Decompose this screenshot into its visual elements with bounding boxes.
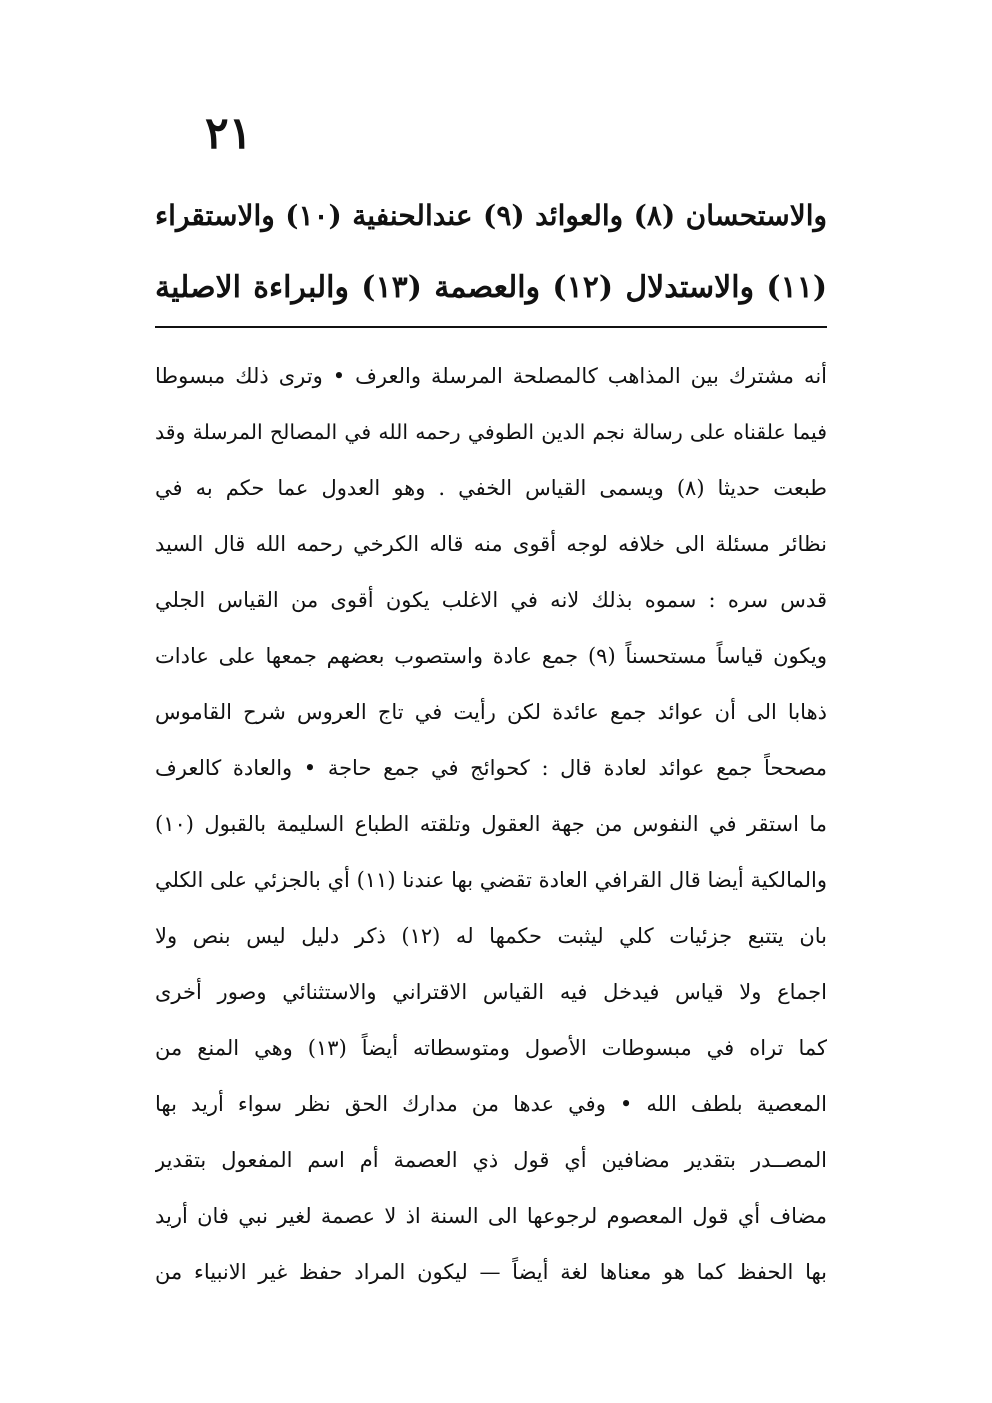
- footnote-line: مضاف أي قول المعصوم لرجوعها الى السنة اذ لا عصمة لغير نبي فان أريد: [155, 1204, 827, 1228]
- footnote-line: بان يتتبع جزئيات كلي ليثبت حكمها له (١٢) ذكر دليل ليس بنص ولا: [155, 924, 827, 948]
- footnote-line: بها الحفظ كما هو معناها لغة أيضاً — ليكون المراد حفظ غير الانبياء من: [155, 1260, 827, 1284]
- footnotes: [155, 348, 827, 1300]
- main-text-line: والاستحسان (٨) والعوائد (٩) عندالحنفية (١٠) والاستقراء: [155, 199, 827, 232]
- footnote-line: والمالكية أيضا قال القرافي العادة تقضي بها عندنا (١١) أي بالجزئي على الكلي: [155, 868, 827, 892]
- footnote-line: قدس سره : سموه بذلك لانه في الاغلب يكون أقوى من القياس الجلي: [155, 588, 827, 612]
- footnote-line: المصــدر بتقدير مضافين أي قول ذي العصمة أم اسم المفعول بتقدير: [155, 1148, 827, 1172]
- footnote-line: فيما علقناه على رسالة نجم الدين الطوفي رحمه الله في المصالح المرسلة وقد: [155, 420, 827, 444]
- main-text: [155, 180, 827, 324]
- footnote-line: كما تراه في مبسوطات الأصول ومتوسطاته أيضاً (١٣) وهي المنع من: [155, 1036, 827, 1060]
- main-text-line: (١١) والاستدلال (١٢) والعصمة (١٣) والبراءة الاصلية: [155, 270, 827, 305]
- footnote-separator: [155, 326, 827, 328]
- footnote-line: ويكون قياساً مستحسناً (٩) جمع عادة واستصوب بعضهم جمعها على عادات: [155, 644, 827, 668]
- footnote-line: ذهابا الى أن عوائد جمع عائدة لكن رأيت في تاج العروس شرح القاموس: [155, 700, 827, 724]
- footnote-line: طبعت حديثا (٨) ويسمى القياس الخفي . وهو العدول عما حكم به في: [155, 476, 827, 500]
- page-number: ٢١: [205, 108, 253, 159]
- footnote-line: أنه مشترك بين المذاهب كالمصلحة المرسلة والعرف • وترى ذلك مبسوطا: [155, 364, 827, 388]
- footnote-line: ما استقر في النفوس من جهة العقول وتلقته الطباع السليمة بالقبول (١٠): [155, 812, 827, 836]
- footnote-line: مصححاً جمع عوائد لعادة قال : كحوائج في جمع حاجة • والعادة كالعرف: [155, 756, 827, 780]
- footnote-line: اجماع ولا قياس فيدخل فيه القياس الاقتراني والاستثنائي وصور أخرى: [155, 980, 827, 1004]
- footnote-line: المعصية بلطف الله • وفي عدها من مدارك الحق نظر سواء أريد بها: [155, 1092, 827, 1116]
- footnote-line: نظائر مسئلة الى خلافه لوجه أقوى منه قاله الكرخي رحمه الله قال السيد: [155, 532, 827, 556]
